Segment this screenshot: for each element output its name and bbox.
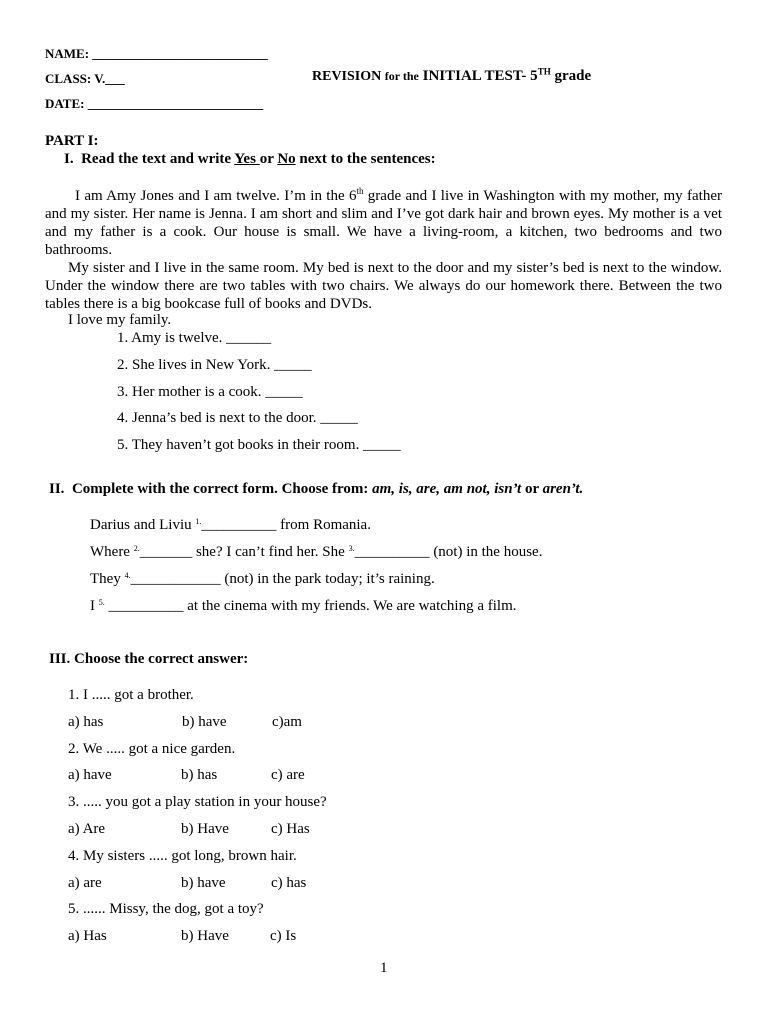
fill-line-2: Where $^{2.}$_______ she? I can’t find her. She $^{3.}$__________ (not) in the house. (90, 544, 543, 560)
option-4a: a) are (68, 875, 102, 891)
fill-line-1: Darius and Liviu $^{1.}$__________ from Romania. (90, 517, 371, 533)
question-4: 4. My sisters ..... got long, brown hair. (68, 848, 297, 864)
statement-1: 1. Amy is twelve. ______ (117, 330, 272, 346)
option-2a: a) have (68, 767, 112, 783)
option-3b: b) Have (181, 821, 229, 837)
reading-paragraph-1: I am Amy Jones and I am twelve. I’m in the 6th grade and I live in Washington with my mother, my father and my sister. Her name is Jenna. I am short and slim and I’ve got dark hair and brown eyes. My mother is a vet and my father is a cook. Our house is small. We have a living-room, a kitchen, two bedrooms and two bathrooms. (45, 186, 722, 258)
option-1b: b) have (182, 714, 227, 730)
question-3: 3. ..... you got a play station in your house? (68, 794, 327, 810)
option-3a: a) Are (68, 821, 106, 837)
option-2c: c) are (271, 767, 305, 783)
part1-task: I. Read the text and write Yes or No next to the sentences: (64, 151, 436, 167)
question-5: 5. ...... Missy, the dog, got a toy? (68, 901, 264, 917)
option-4b: b) have (181, 875, 226, 891)
reading-paragraph-3: I love my family. (68, 312, 172, 328)
name-field-label: NAME: ___________________________ (45, 46, 268, 61)
option-5c: c) Is (270, 928, 297, 944)
statement-2: 2. She lives in New York. _____ (117, 357, 312, 373)
question-1: 1. I ..... got a brother. (68, 687, 194, 703)
fill-line-4: I $^{5.}$ __________ at the cinema with my friends. We are watching a film. (90, 598, 517, 614)
option-5a: a) Has (68, 928, 107, 944)
option-1a: a) has (68, 714, 104, 730)
part3-heading: III. Choose the correct answer: (49, 651, 249, 667)
part1-heading: PART I: (45, 133, 99, 149)
reading-paragraph-2: My sister and I live in the same room. My bed is next to the door and my sister’s bed is next to the window. Under the window there are two tables with two chairs. We always do our homework there. Between the two tables there is a big bookcase full of books and DVDs. (45, 260, 722, 312)
option-3c: c) Has (271, 821, 310, 837)
option-4c: c) has (271, 875, 307, 891)
option-1c: c)am (272, 714, 302, 730)
question-2: 2. We ..... got a nice garden. (68, 741, 236, 757)
statement-3: 3. Her mother is a cook. _____ (117, 384, 303, 400)
fill-line-3: They $^{4.}$____________ (not) in the park today; it’s raining. (90, 571, 435, 587)
part2-heading: II. Complete with the correct form. Choose from: am, is, are, am not, isn’t or aren’t. (49, 481, 584, 497)
class-field-label: CLASS: V.___ (45, 71, 125, 86)
statement-5: 5. They haven’t got books in their room. _____ (117, 437, 401, 453)
statement-4: 4. Jenna’s bed is next to the door. _____ (117, 410, 358, 426)
date-field-label: DATE: ___________________________ (45, 96, 264, 111)
page-title: REVISION for the INITIAL TEST- 5TH grade (312, 66, 592, 84)
option-5b: b) Have (181, 928, 229, 944)
page-number: 1 (380, 960, 388, 976)
option-2b: b) has (181, 767, 218, 783)
